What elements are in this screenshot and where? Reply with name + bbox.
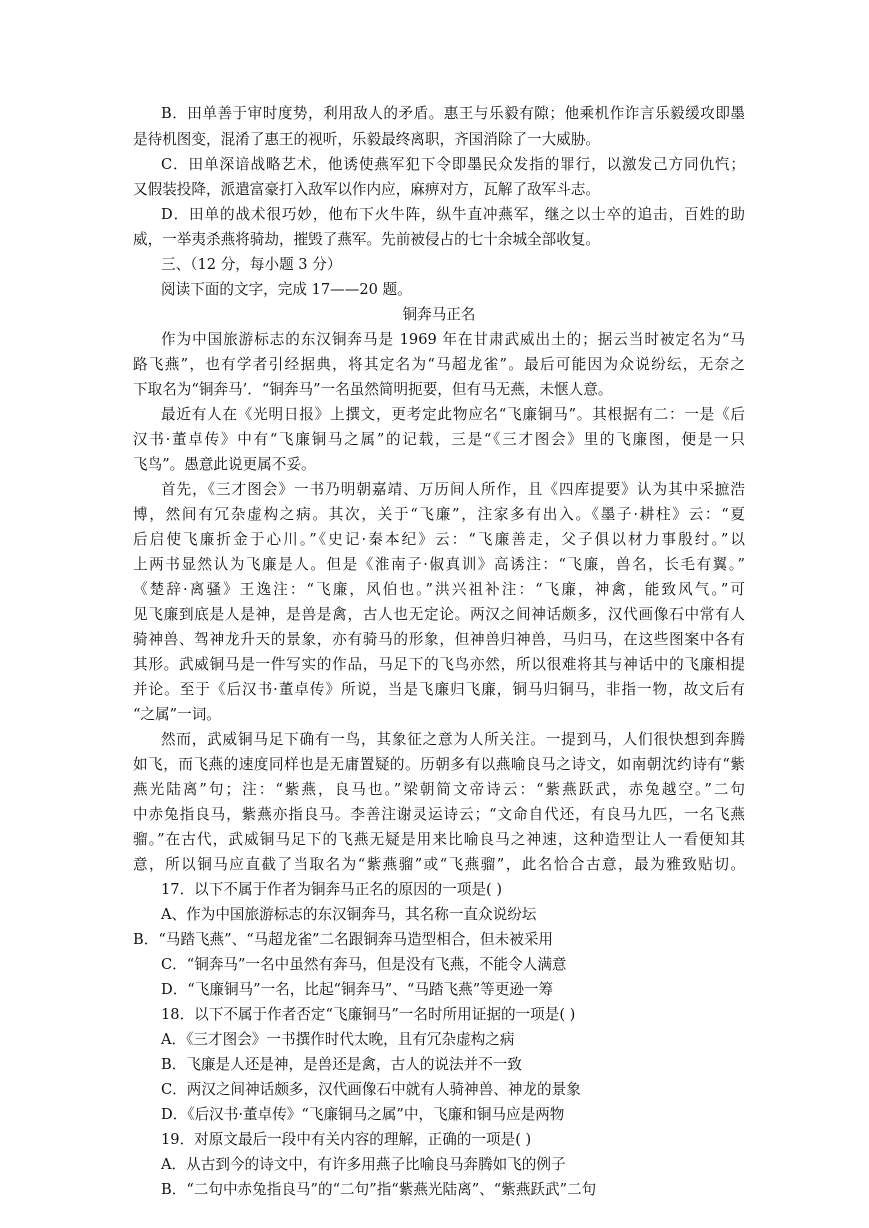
option-b-line-1: B．田单善于审时度势，利用敌人的矛盾。惠王与乐毅有隙；他乘机作诈言乐毅缓攻即墨	[161, 105, 745, 122]
paragraph-3-line-2: 博，然间有冗杂虚构之病。其次，关于“飞廉”，注家多有出入。《墨子·耕柱》云：“夏	[133, 506, 745, 523]
question-17-option-a: A、作为中国旅游标志的东汉铜奔马，其名称一直众说纷坛	[161, 906, 537, 923]
paragraph-3-line-9: 并论。至于《后汉书·董卓传》所说，当是飞廉归飞廉，铜马归铜马，非指一物，故文后有	[133, 681, 745, 698]
paragraph-1-line-2: 路飞燕”，也有学者引经据典，将其定名为“马超龙雀”。最后可能因为众说纷纭，无奈之	[133, 356, 745, 373]
question-17-option-b: B．“马踏飞燕”、“马超龙雀”二名跟铜奔马造型相合，但未被采用	[133, 931, 554, 948]
question-18-option-d: D．《后汉书·董卓传》“飞廉铜马之属”中，飞廉和铜马应是两物	[161, 1106, 565, 1123]
paragraph-3-line-7: 骑神兽、驾神龙升天的景象，亦有骑马的形象，但神兽归神兽，马归马，在这些图案中各有	[133, 631, 745, 648]
question-19-stem: 19．对原文最后一段中有关内容的理解，正确的一项是( )	[161, 1131, 532, 1148]
option-c-line-1: C．田单深谙战略艺术，他诱使燕军犯下令即墨民众发指的罪行，以激发己方同仇忾；	[161, 156, 745, 173]
paragraph-4-line-6: 意，所以铜马应直截了当取名为“紫燕骝”或“飞燕骝”，此名恰合古意，最为雅致贴切。	[133, 856, 745, 873]
paragraph-3-line-5: 《楚辞·离骚》王逸注：“飞廉，风伯也。”洪兴祖补注：“飞廉，神禽，能致风气。”可	[133, 581, 745, 598]
question-17-stem: 17．以下不属于作者为铜奔马正名的原因的一项是( )	[161, 881, 503, 898]
question-18-stem: 18．以下不属于作者否定“飞廉铜马”一名时所用证据的一项是( )	[161, 1006, 576, 1023]
reading-instruction: 阅读下面的文字，完成 17——20 题。	[161, 281, 412, 298]
paragraph-2-line-1: 最近有人在《光明日报》上撰文，更考定此物应名“飞廉铜马”。其根据有二：一是《后	[161, 406, 745, 423]
option-c-line-2: 又假装投降，派遣富豪打入敌军以作内应，麻痹对方，瓦解了敌军斗志。	[133, 181, 601, 198]
article-title: 铜奔马正名	[402, 306, 476, 323]
question-19-option-b: B．“二句中赤兔指良马”的“二句”指“紫燕光陆离”、“紫燕跃武”二句	[161, 1181, 597, 1198]
option-b-line-2: 是待机图变，混淆了惠王的视听，乐毅最终离职，齐国消除了一大威胁。	[133, 131, 601, 148]
paragraph-4-line-4: 中赤兔指良马，紫燕亦指良马。李善注谢灵运诗云；“文命自代还，有良马九匹，一名飞燕	[133, 806, 745, 823]
paragraph-3-line-8: 其形。武威铜马是一件写实的作品，马足下的飞鸟亦然，所以很难将其与神话中的飞廉相提	[133, 656, 745, 673]
question-17-option-c: C．“铜奔马”一名中虽然有奔马，但是没有飞燕，不能令人满意	[161, 956, 567, 973]
section-three-heading: 三、（12 分，每小题 3 分）	[161, 256, 342, 273]
paragraph-4-line-3: 燕光陆离”句；注：“紫燕，良马也。”梁朝简文帝诗云：“紫燕跃武，赤兔越空。”二句	[133, 781, 745, 798]
paragraph-1-line-3: 下取名为“铜奔马’．“铜奔马”一名虽然简明扼要，但有马无燕，未惬人意。	[133, 381, 613, 398]
paragraph-2-line-3: 飞鸟”。愚意此说更属不妥。	[133, 456, 316, 473]
paragraph-3-line-10: “之属”一词。	[133, 706, 221, 723]
option-d-line-2: 威，一举夷杀燕将骑劫，摧毁了燕军。先前被侵占的七十余城全部收复。	[133, 231, 601, 248]
paragraph-4-line-5: 骝。”在古代，武威铜马足下的飞燕无疑是用来比喻良马之神速，这种造型让人一看便知其	[133, 831, 745, 848]
paragraph-4-line-1: 然而，武威铜马足下确有一鸟，其象征之意为人所关注。一提到马，人们很快想到奔腾	[161, 731, 745, 748]
question-18-option-c: C．两汉之间神话颇多，汉代画像石中就有人骑神兽、神龙的景象	[161, 1081, 581, 1098]
paragraph-4-line-2: 如飞，而飞燕的速度同样也是无庸置疑的。历朝多有以燕喻良马之诗文，如南朝沈约诗有“紫	[133, 756, 745, 773]
option-d-line-1: D．田单的战术很巧妙，他布下火牛阵，纵牛直冲燕军，继之以士卒的追击，百姓的助	[161, 206, 745, 223]
paragraph-3-line-6: 见飞廉到底是人是神，是兽是禽，古人也无定论。两汉之间神话颇多，汉代画像石中常有人	[133, 606, 745, 623]
question-19-option-a: A．从古到今的诗文中，有许多用燕子比喻良马奔腾如飞的例子	[161, 1156, 566, 1173]
paragraph-3-line-3: 后启使飞廉折金于心川。”《史记·秦本纪》云：“飞廉善走，父子俱以材力事殷纣。”以	[133, 531, 745, 548]
paragraph-3-line-4: 上两书显然认为飞廉是人。但是《淮南子·俶真训》高诱注：“飞廉，兽名，长毛有翼。”	[133, 556, 745, 573]
question-17-option-d: D．“飞廉铜马”一名，比起“铜奔马”、“马踏飞燕”等更逊一筹	[161, 981, 554, 998]
question-18-option-a: A．《三才图会》一书撰作时代太晚，且有冗杂虚构之病	[161, 1031, 515, 1048]
paragraph-2-line-2: 汉书·董卓传》中有“飞廉铜马之属”的记载，三是“《三才图会》里的飞廉图，便是一只	[133, 431, 745, 448]
question-18-option-b: B．飞廉是人还是神，是兽还是禽，古人的说法并不一致	[161, 1056, 522, 1073]
paragraph-1-line-1: 作为中国旅游标志的东汉铜奔马是 1969 年在甘肃武威出土的；据云当时被定名为“马	[161, 331, 745, 348]
paragraph-3-line-1: 首先，《三才图会》一书乃明朝嘉靖、万历间人所作，且《四库提要》认为其中采摭浩	[161, 481, 745, 498]
